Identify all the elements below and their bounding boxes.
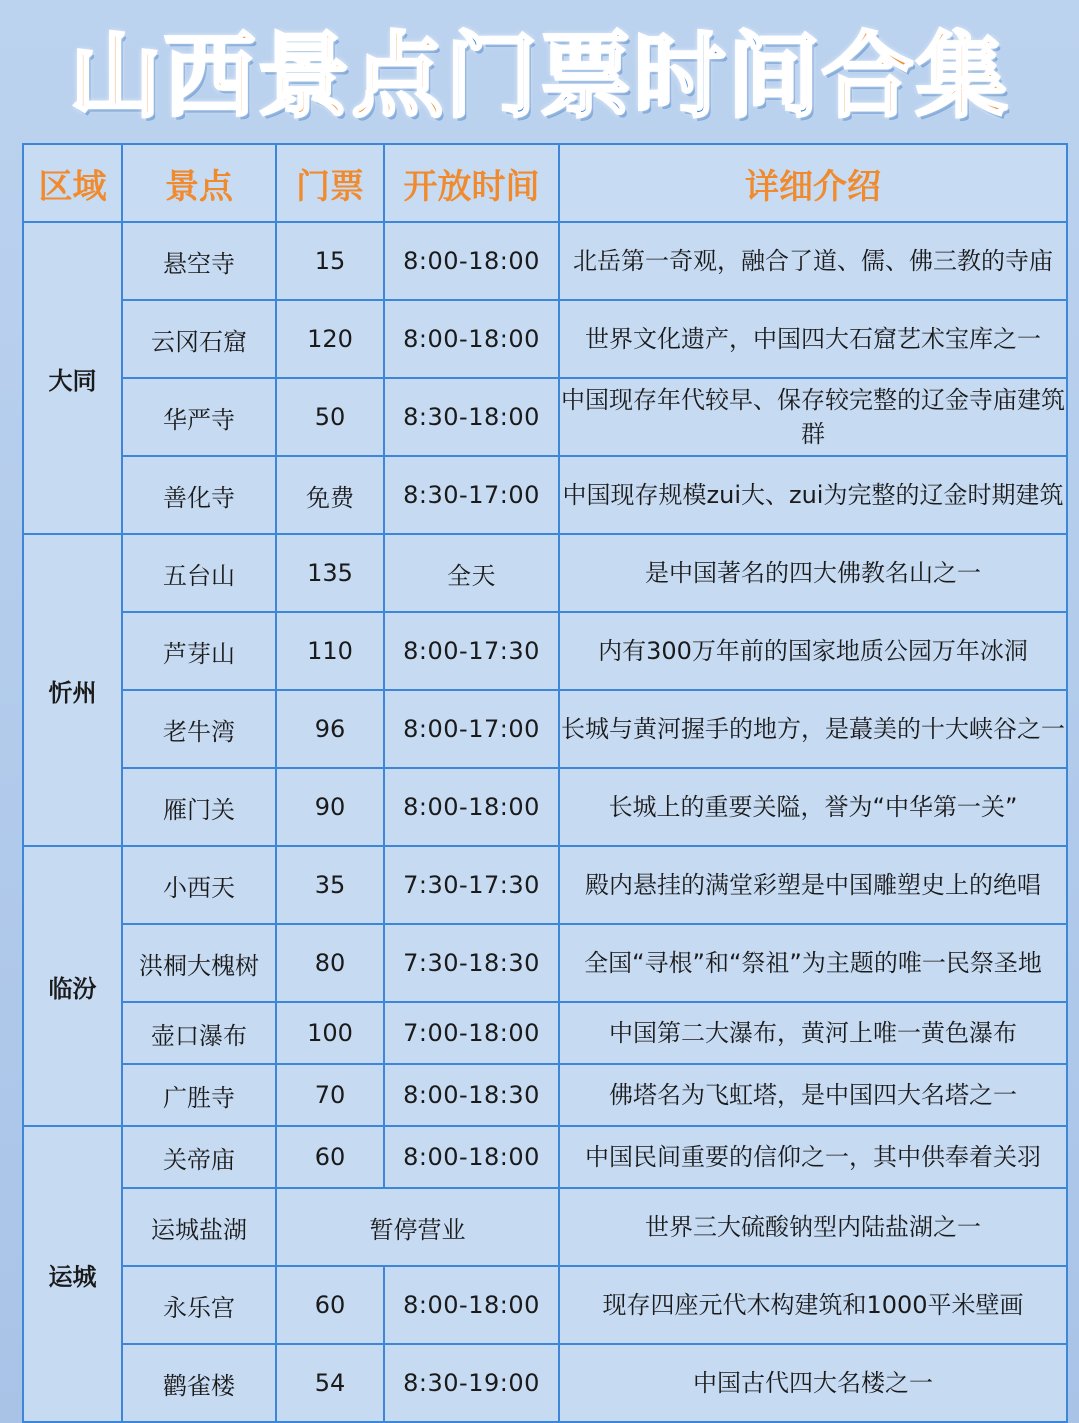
spot-detail: 中国民间重要的信仰之一，其中供奉着关羽 <box>559 1126 1067 1188</box>
ticket-price: 120 <box>276 300 384 378</box>
spot-detail: 长城与黄河握手的地方，是蕞美的十大峡谷之一 <box>559 690 1067 768</box>
ticket-price: 70 <box>276 1064 384 1126</box>
open-hours: 8:00-18:00 <box>384 1266 559 1344</box>
spot-detail: 是中国著名的四大佛教名山之一 <box>559 534 1067 612</box>
spot-name: 华严寺 <box>122 378 276 456</box>
region-datong: 大同 <box>23 222 122 534</box>
spot-detail: 中国现存年代较早、保存较完整的辽金寺庙建筑群 <box>559 378 1067 456</box>
table-row <box>23 378 1067 456</box>
open-hours: 7:30-18:30 <box>384 924 559 1002</box>
spot-name: 老牛湾 <box>122 690 276 768</box>
page-title <box>0 18 1079 136</box>
ticket-price: 50 <box>276 378 384 456</box>
spot-detail: 长城上的重要关隘，誉为“中华第一关” <box>559 768 1067 846</box>
ticket-price: 96 <box>276 690 384 768</box>
spot-detail: 中国现存规模zui大、zui为完整的辽金时期建筑 <box>559 456 1067 534</box>
header-detail: 详细介绍 <box>559 144 1067 222</box>
spot-detail: 中国古代四大名楼之一 <box>559 1344 1067 1422</box>
table-row <box>23 300 1067 378</box>
open-hours: 8:00-17:30 <box>384 612 559 690</box>
ticket-price: 35 <box>276 846 384 924</box>
header-region: 区域 <box>23 144 122 222</box>
open-hours: 8:00-18:00 <box>384 1126 559 1188</box>
spot-detail: 内有300万年前的国家地质公园万年冰洞 <box>559 612 1067 690</box>
table-row <box>23 612 1067 690</box>
ticket-price: 60 <box>276 1266 384 1344</box>
table-row <box>23 456 1067 534</box>
ticket-price: 免费 <box>276 456 384 534</box>
open-hours: 7:30-17:30 <box>384 846 559 924</box>
open-hours: 8:30-18:00 <box>384 378 559 456</box>
table-row <box>23 222 1067 300</box>
spot-name: 五台山 <box>122 534 276 612</box>
open-hours: 7:00-18:00 <box>384 1002 559 1064</box>
spot-detail: 佛塔名为飞虹塔，是中国四大名塔之一 <box>559 1064 1067 1126</box>
table-row <box>23 1064 1067 1126</box>
spot-name: 广胜寺 <box>122 1064 276 1126</box>
ticket-price: 110 <box>276 612 384 690</box>
open-hours: 8:00-18:00 <box>384 768 559 846</box>
open-hours: 全天 <box>384 534 559 612</box>
title-part-3: 合集 <box>821 23 1010 130</box>
attractions-table <box>22 143 1068 1423</box>
open-hours: 8:00-18:00 <box>384 222 559 300</box>
spot-detail: 殿内悬挂的满堂彩塑是中国雕塑史上的绝唱 <box>559 846 1067 924</box>
header-hours: 开放时间 <box>384 144 559 222</box>
spot-detail: 世界三大硫酸钠型内陆盐湖之一 <box>559 1188 1067 1266</box>
table-row <box>23 846 1067 924</box>
spot-name: 芦芽山 <box>122 612 276 690</box>
ticket-price: 90 <box>276 768 384 846</box>
region-xinzhou: 忻州 <box>23 534 122 846</box>
spot-name: 运城盐湖 <box>122 1188 276 1266</box>
table-row <box>23 1002 1067 1064</box>
spot-detail: 中国第二大瀑布，黄河上唯一黄色瀑布 <box>559 1002 1067 1064</box>
header-spot: 景点 <box>122 144 276 222</box>
table-header-row <box>23 144 1067 222</box>
open-hours: 8:30-17:00 <box>384 456 559 534</box>
spot-detail: 世界文化遗产，中国四大石窟艺术宝库之一 <box>559 300 1067 378</box>
ticket-price: 54 <box>276 1344 384 1422</box>
spot-name: 小西天 <box>122 846 276 924</box>
open-hours: 8:00-18:30 <box>384 1064 559 1126</box>
spot-name: 关帝庙 <box>122 1126 276 1188</box>
spot-name: 洪桐大槐树 <box>122 924 276 1002</box>
spot-name: 善化寺 <box>122 456 276 534</box>
table-row <box>23 768 1067 846</box>
table-row <box>23 1344 1067 1422</box>
title-part-1: 山西景点 <box>69 23 446 130</box>
spot-detail: 全国“寻根”和“祭祖”为主题的唯一民祭圣地 <box>559 924 1067 1002</box>
spot-name: 云冈石窟 <box>122 300 276 378</box>
ticket-price: 15 <box>276 222 384 300</box>
spot-detail: 现存四座元代木构建筑和1000平米壁画 <box>559 1266 1067 1344</box>
spot-name: 悬空寺 <box>122 222 276 300</box>
title-part-2: 门票时间 <box>445 23 822 130</box>
spot-name: 永乐宫 <box>122 1266 276 1344</box>
ticket-price: 100 <box>276 1002 384 1064</box>
table-row <box>23 690 1067 768</box>
open-hours: 8:00-18:00 <box>384 300 559 378</box>
closed-status: 暂停营业 <box>276 1188 559 1266</box>
header-ticket: 门票 <box>276 144 384 222</box>
table-row <box>23 1126 1067 1188</box>
spot-name: 鹳雀楼 <box>122 1344 276 1422</box>
spot-name: 壶口瀑布 <box>122 1002 276 1064</box>
table-row <box>23 1188 1067 1266</box>
ticket-price: 135 <box>276 534 384 612</box>
region-yuncheng: 运城 <box>23 1126 122 1422</box>
table-row <box>23 534 1067 612</box>
open-hours: 8:00-17:00 <box>384 690 559 768</box>
table-row <box>23 924 1067 1002</box>
ticket-price: 60 <box>276 1126 384 1188</box>
region-linfen: 临汾 <box>23 846 122 1126</box>
open-hours: 8:30-19:00 <box>384 1344 559 1422</box>
ticket-price: 80 <box>276 924 384 1002</box>
spot-name: 雁门关 <box>122 768 276 846</box>
spot-detail: 北岳第一奇观，融合了道、儒、佛三教的寺庙 <box>559 222 1067 300</box>
table-row <box>23 1266 1067 1344</box>
